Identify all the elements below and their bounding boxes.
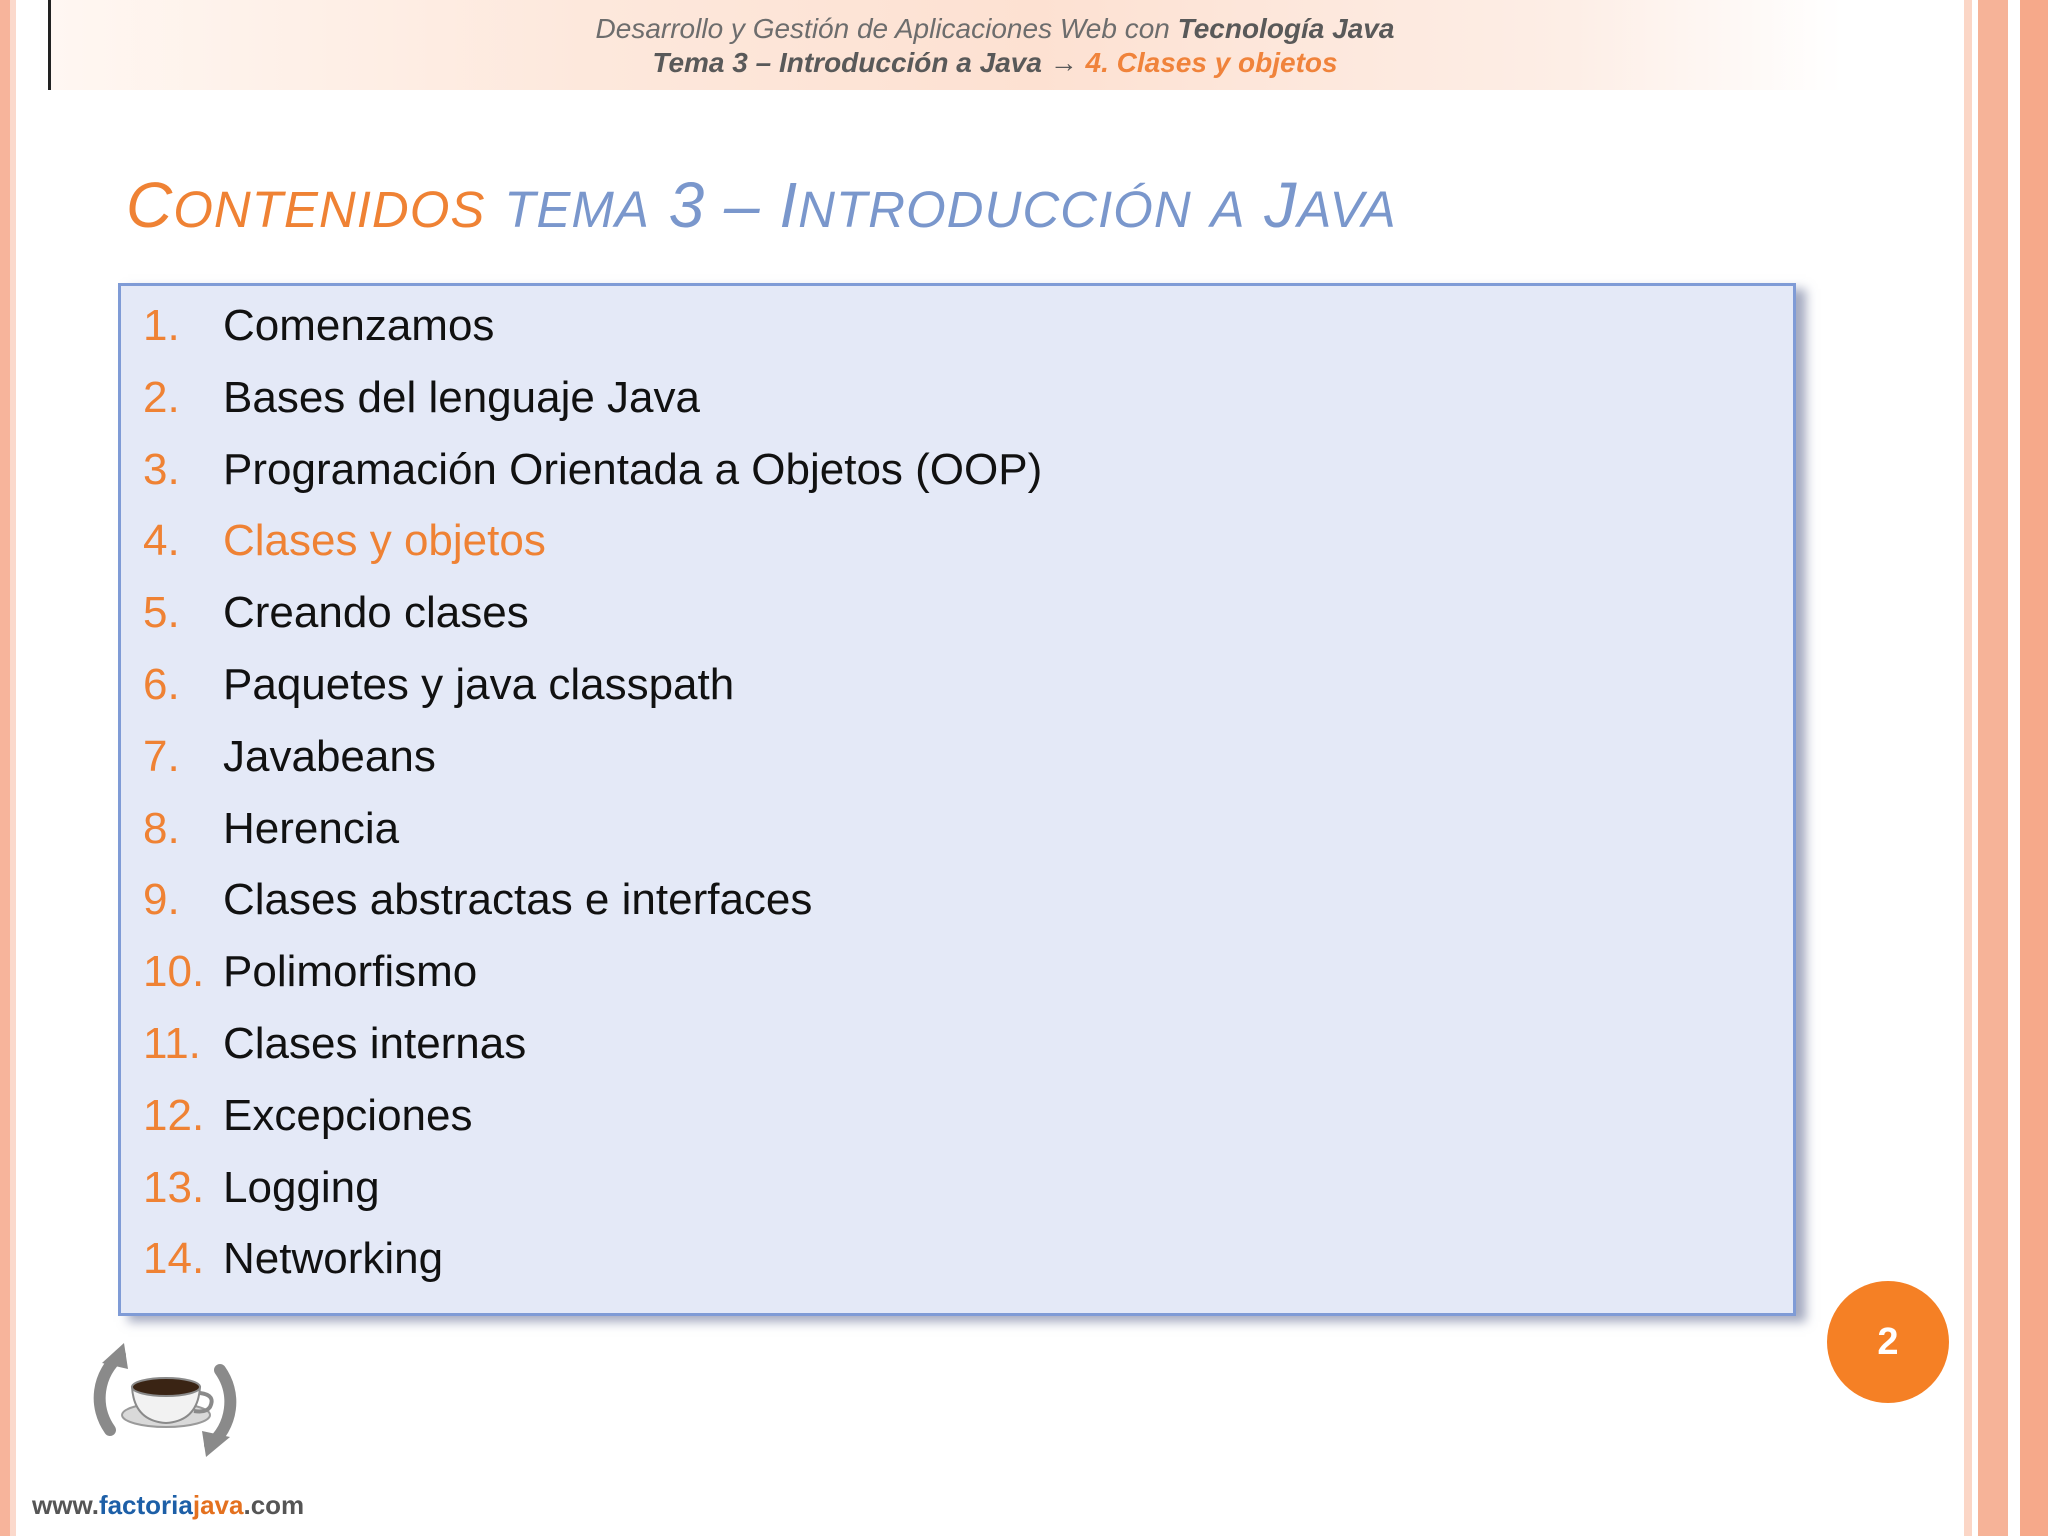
toc-item [143, 657, 1042, 729]
toc-number: 7. [143, 731, 180, 781]
toc-number: 2. [143, 372, 180, 422]
breadcrumb-topic: Tema 3 – Introducción a Java → [652, 47, 1086, 78]
toc-item [143, 370, 1042, 442]
url-brand: factoria [98, 1490, 193, 1520]
right-decorative-stripes [1958, 0, 2048, 1536]
toc-item [143, 1016, 1042, 1088]
toc-number: 5. [143, 588, 180, 638]
toc-label: Clases y objetos [223, 516, 546, 566]
title-ava: AVA [1297, 181, 1397, 238]
toc-item [143, 585, 1042, 657]
toc-label: Bases del lenguaje Java [223, 372, 700, 422]
course-header-prefix: Desarrollo y Gestión de Aplicaciones Web con [595, 13, 1178, 44]
title-number: 3 [668, 169, 706, 241]
toc-item [143, 442, 1042, 514]
toc-number: 13. [143, 1162, 205, 1212]
toc-number: 6. [143, 659, 180, 709]
toc-label: Javabeans [223, 731, 436, 781]
toc-item [143, 1231, 1042, 1303]
toc-number: 9. [143, 875, 180, 925]
url-brand-java: java [192, 1490, 244, 1520]
toc-label: Herencia [223, 803, 400, 853]
title-a: A [1210, 181, 1246, 238]
toc-label: Programación Orientada a Objetos (OOP) [223, 444, 1043, 494]
toc-item [143, 1088, 1042, 1160]
table-of-contents [143, 298, 1042, 1303]
toc-item [143, 872, 1042, 944]
toc-item [143, 1160, 1042, 1232]
toc-label: Clases abstractas e interfaces [223, 875, 813, 925]
url-prefix: www. [32, 1490, 99, 1520]
page-number-badge: 2 [1827, 1281, 1949, 1403]
toc-number: 11. [143, 1018, 201, 1068]
toc-label: Creando clases [223, 588, 529, 638]
title-initial-i: I [779, 169, 799, 241]
site-url [32, 1490, 304, 1521]
topic-breadcrumb [50, 47, 1940, 79]
toc-item-current [143, 513, 1042, 585]
slide-title [126, 168, 1397, 242]
title-contenidos: ONTENIDOS [173, 181, 486, 238]
toc-label: Paquetes y java classpath [223, 659, 735, 709]
title-initial-j: J [1264, 169, 1298, 241]
coffee-cup-refresh-icon [80, 1335, 250, 1465]
contents-box [118, 283, 1796, 1316]
toc-number: 8. [143, 803, 180, 853]
toc-number: 10. [143, 947, 205, 997]
toc-number: 4. [143, 516, 180, 566]
title-introduccion: NTRODUCCIÓN [798, 181, 1192, 238]
toc-number: 12. [143, 1090, 205, 1140]
title-tema: TEMA [504, 181, 650, 238]
toc-label: Comenzamos [223, 301, 495, 350]
toc-item [143, 944, 1042, 1016]
title-initial-c: C [126, 169, 174, 241]
toc-label: Polimorfismo [223, 947, 478, 997]
left-decorative-stripe [0, 0, 22, 1536]
toc-number: 3. [143, 444, 180, 494]
toc-item [143, 801, 1042, 873]
toc-number: 1. [143, 301, 180, 350]
toc-item [143, 729, 1042, 801]
toc-label: Excepciones [223, 1090, 473, 1140]
course-header-bold: Tecnología Java [1177, 13, 1395, 44]
course-header [50, 13, 1940, 45]
breadcrumb-current: 4. Clases y objetos [1085, 47, 1338, 78]
url-suffix: .com [243, 1490, 305, 1520]
toc-item [143, 298, 1042, 370]
toc-label: Logging [223, 1162, 380, 1212]
toc-label: Networking [223, 1234, 444, 1284]
toc-label: Clases internas [223, 1018, 527, 1068]
title-dash: – [724, 169, 761, 241]
toc-number: 14. [143, 1234, 205, 1284]
